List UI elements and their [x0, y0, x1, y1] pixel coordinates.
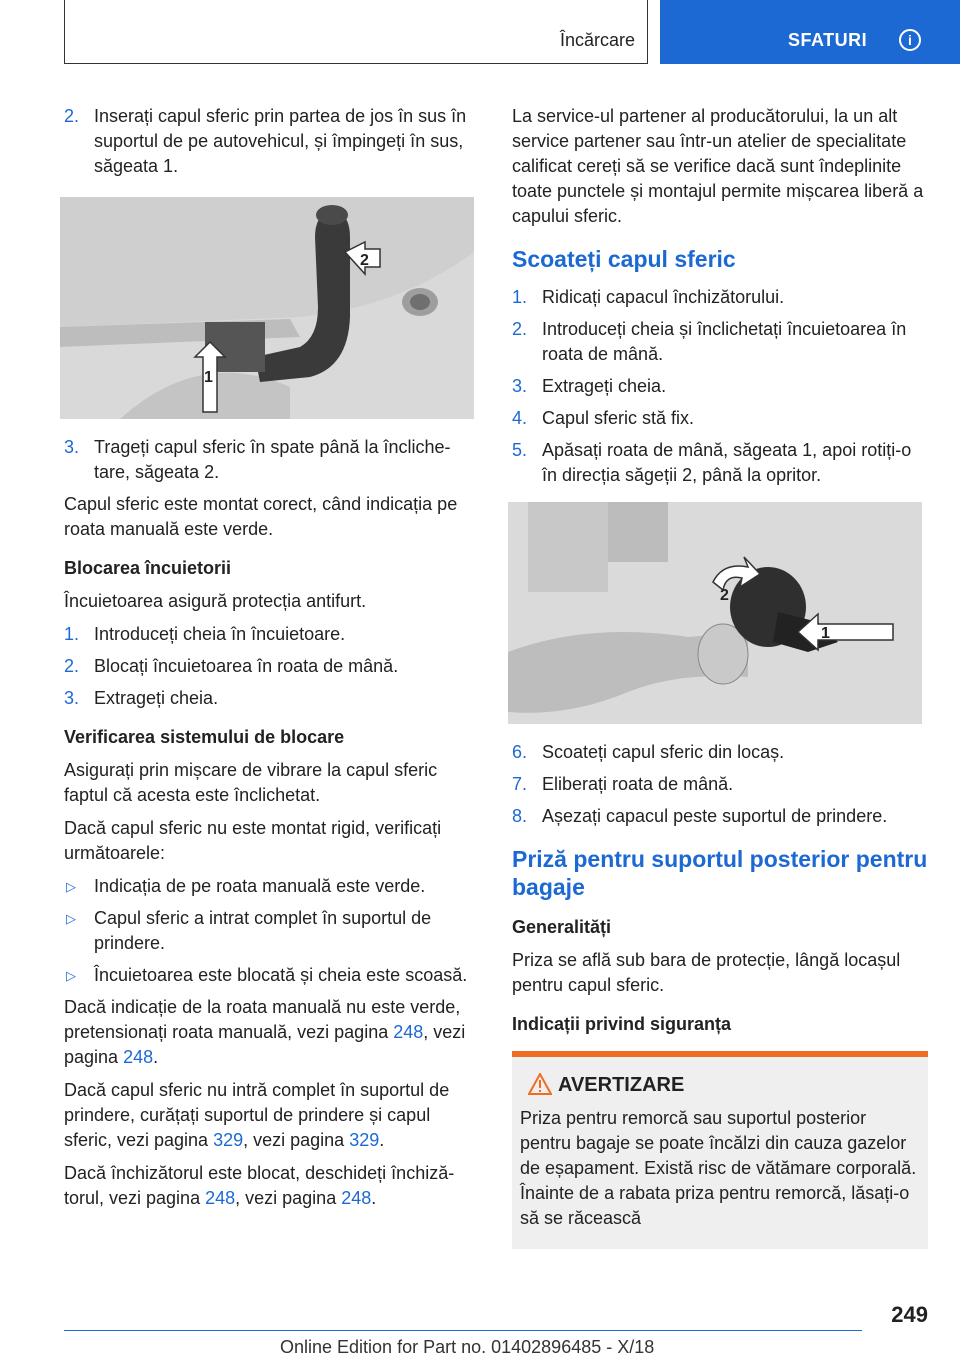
text-run: Dacă capul sferic nu intră complet în suportul de prindere, curățați suportul de prindere și capul sferic, vezi pagina — [64, 1080, 450, 1150]
step-item — [64, 622, 480, 647]
section-title: Încărcare — [559, 30, 635, 50]
lock-heading: Blocarea încuietorii — [64, 558, 232, 578]
step-item — [512, 406, 930, 431]
triangle-bullet-icon: ▷ — [66, 968, 76, 983]
handwheel-illustration — [508, 502, 922, 724]
step-text: Inserați capul sferic prin partea de jos în sus în suportul de pe autovehicul, și împingeți în sus, săgeata 1. — [94, 106, 467, 176]
body-paragraph — [64, 995, 480, 1070]
safety-heading: Indicații privind siguranța — [512, 1014, 732, 1034]
step-number: 6. — [512, 742, 528, 762]
body-paragraph: Priza se află sub bara de protecție, lângă locașul pentru capul sferic. — [512, 950, 901, 995]
arrow-label-2: 2 — [720, 587, 729, 604]
step-number: 8. — [512, 806, 528, 826]
footer-edition: Online Edition for Part no. 01402896485 - X/18 — [280, 1337, 655, 1357]
bullet-item — [64, 963, 480, 988]
check-heading: Verificarea sistemului de blocare — [64, 727, 345, 747]
bullet-text: Încuietoarea este blocată și cheia este scoasă. — [94, 965, 468, 985]
step-item — [512, 374, 930, 399]
bullet-item — [64, 906, 480, 956]
page-number: 249 — [891, 1302, 928, 1327]
step-number: 3. — [64, 688, 80, 708]
step-number: 5. — [512, 440, 528, 460]
page-link[interactable]: 248 — [393, 1022, 424, 1042]
text-run: , vezi pagina — [235, 1188, 342, 1208]
arrow-label-1: 1 — [204, 369, 213, 386]
right-column — [512, 104, 930, 1249]
body-paragraph: Asigurați prin mișcare de vibrare la capul sferic faptul că acesta este înclichetat. — [64, 760, 438, 805]
step-text: Așezați capacul peste suportul de prindere. — [542, 806, 888, 826]
step-text: Introduceți cheia și înclichetați încuietoarea în roata de mână. — [542, 319, 907, 364]
warning-title: AVERTIZARE — [558, 1074, 685, 1096]
step-item — [512, 438, 930, 488]
left-column — [64, 104, 480, 1219]
step-text: Trageți capul sferic în spate până la înclichetare, săgeata 2. — [94, 437, 451, 482]
step-text: Introduceți cheia în încuietoare. — [94, 624, 346, 644]
body-paragraph: Dacă capul sferic nu este montat rigid, verificați următoarele: — [64, 818, 442, 863]
step-text: Capul sferic stă fix. — [542, 408, 695, 428]
text-run: . — [379, 1130, 385, 1150]
text-run: . — [371, 1188, 377, 1208]
page-link[interactable]: 248 — [205, 1188, 236, 1208]
general-heading: Generalități — [512, 917, 612, 937]
step-number: 3. — [512, 376, 528, 396]
step-number: 2. — [64, 656, 80, 676]
page-link[interactable]: 329 — [349, 1130, 380, 1150]
warning-triangle-icon — [528, 1073, 552, 1095]
footer-divider — [64, 1330, 862, 1331]
arrow-label-2: 2 — [360, 252, 369, 269]
triangle-bullet-icon: ▷ — [66, 879, 76, 894]
text-run: Dacă închizătorul este blocat, deschideți închizătorul, vezi pagina — [64, 1163, 455, 1208]
tab-label: SFATURI — [788, 30, 868, 50]
body-paragraph — [64, 1078, 480, 1153]
step-item — [512, 804, 930, 829]
warning-text: Priza pentru remorcă sau suportul posterior pentru bagaje se poate încălzi din cauza gazelor de eșapament. Există risc de vătămare corporală. Înainte de a rabata priza pentru remorcă, lăsați-o să se răcească — [520, 1108, 917, 1228]
triangle-bullet-icon: ▷ — [66, 911, 76, 926]
step-number: 1. — [512, 287, 528, 307]
step-item — [512, 772, 930, 797]
warning-header — [520, 1073, 920, 1098]
body-paragraph: La service-ul partener al producătorului, la un alt service partener sau într-un atelier de specialitate calificat cereți să se verifice dacă sunt îndeplinite toate punctele și montajul permite mișcarea liberă a capului sferic. — [512, 106, 924, 226]
step-number: 4. — [512, 408, 528, 428]
text-run: , vezi pagina — [243, 1130, 350, 1150]
step-text: Scoateți capul sferic din locaș. — [542, 742, 785, 762]
step-item — [64, 654, 480, 679]
bullet-text: Capul sferic a intrat complet în suportul de prindere. — [94, 908, 432, 953]
step-text: Ridicați capacul închizătorului. — [542, 287, 785, 307]
step-number: 2. — [64, 106, 80, 126]
page-link[interactable]: 248 — [123, 1047, 154, 1067]
step-text: Extrageți cheia. — [542, 376, 667, 396]
step-text: Apăsați roata de mână, săgeata 1, apoi rotiți-o în direcția săgeții 2, până la opritor. — [542, 440, 912, 485]
text-run: , vezi pagina — [64, 1022, 466, 1067]
ball-head-insert-illustration — [60, 197, 474, 419]
tab-sfaturi[interactable] — [660, 0, 960, 64]
body-paragraph: Capul sferic este montat corect, când indicația pe roata manuală este verde. — [64, 494, 458, 539]
step-item — [512, 317, 930, 367]
step-number: 7. — [512, 774, 528, 794]
page-link[interactable]: 329 — [213, 1130, 244, 1150]
info-icon: i — [899, 29, 921, 51]
warning-box — [512, 1051, 928, 1249]
body-paragraph: Încuietoarea asigură protecția antifurt. — [64, 591, 367, 611]
bullet-text: Indicația de pe roata manuală este verde. — [94, 876, 426, 896]
step-text: Eliberați roata de mână. — [542, 774, 734, 794]
step-number: 3. — [64, 437, 80, 457]
header-section-box — [64, 0, 648, 64]
bullet-item — [64, 874, 480, 899]
step-item — [64, 435, 480, 485]
remove-heading: Scoateți capul sferic — [512, 246, 736, 272]
body-paragraph — [64, 1161, 480, 1211]
step-number: 1. — [64, 624, 80, 644]
step-item — [64, 104, 480, 179]
arrow-label-1: 1 — [821, 625, 830, 642]
step-number: 2. — [512, 319, 528, 339]
text-run: . — [153, 1047, 159, 1067]
step-item — [64, 686, 480, 711]
step-item — [512, 285, 930, 310]
text-run: Dacă indicație de la roata manuală nu este verde, pretensionați roata manuală, vezi pagina — [64, 997, 461, 1042]
step-text: Blocați încuietoarea în roata de mână. — [94, 656, 399, 676]
socket-heading: Priză pentru suportul posterior pentru bagaje — [512, 846, 928, 900]
page-link[interactable]: 248 — [341, 1188, 372, 1208]
step-item — [512, 740, 930, 765]
step-text: Extrageți cheia. — [94, 688, 219, 708]
